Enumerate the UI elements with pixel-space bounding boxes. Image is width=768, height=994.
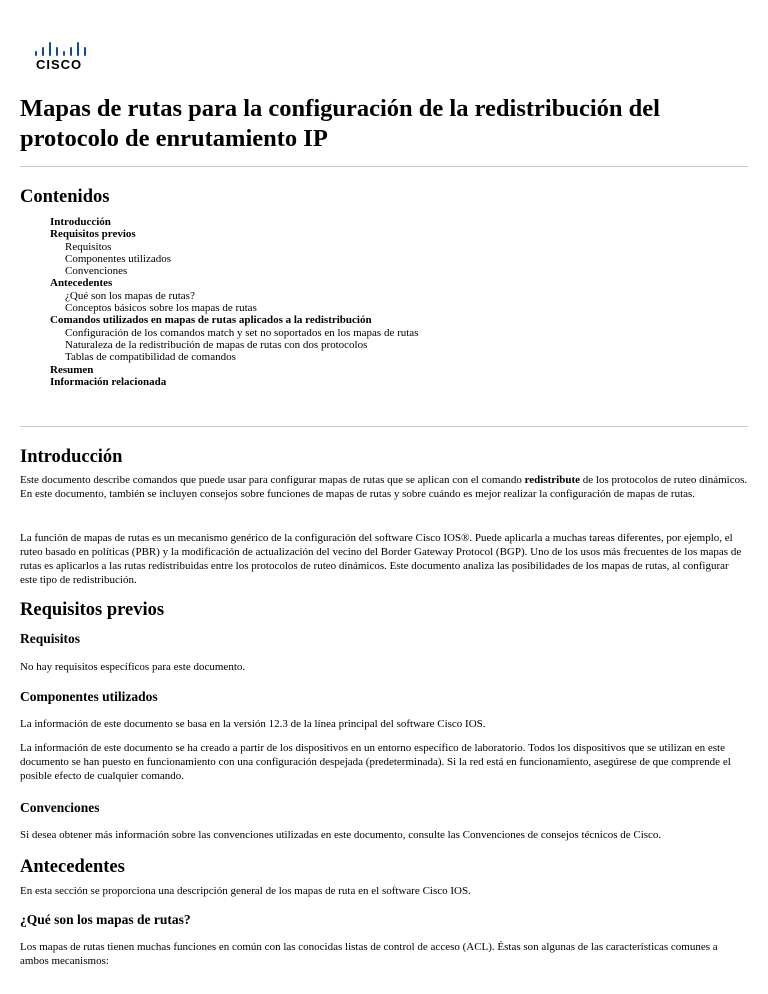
- toc-link[interactable]: Información relacionada: [50, 375, 167, 388]
- section-heading-requisitos-previos: Requisitos previos: [20, 600, 165, 620]
- subsection-heading-convenciones: Convenciones: [20, 800, 100, 815]
- toc-link[interactable]: Componentes utilizados: [65, 252, 172, 265]
- cisco-bridge-icon: [35, 42, 87, 56]
- intro-paragraph-2: La función de mapas de rutas es un mecanismo genérico de la configuración del software Cisco IOS®. Puede aplicarla a muchas tareas diferentes, por ejemplo, el ruteo basado en políticas (PBR) y la modificación de actualización del vecino del Border Gateway Protocol (BGP). Uno de los usos más frecuentes de los mapas de rutas es aplicarlos a las rutas redistribuidas entre los protocolos de ruteo dinámicos. Este documento analiza las posibilidades de los mapas de rutas, al configurar este tipo de redistribución.: [20, 532, 742, 586]
- subsection-heading-requisitos: Requisitos: [20, 631, 81, 646]
- toc-link[interactable]: Resumen: [50, 363, 94, 376]
- divider: [20, 166, 748, 167]
- toc-heading: Contenidos: [20, 187, 110, 207]
- toc-link[interactable]: Convenciones: [65, 265, 128, 278]
- page-title: Mapas de rutas para la configuración de la redistribución del protocolo de enrutamiento IP: [20, 95, 660, 152]
- cisco-logo: [35, 42, 87, 72]
- intro-paragraph-1: Este documento describe comandos que puede usar para configurar mapas de rutas que se aplican con el comando redistribute de los protocolos de ruteo dinámicos. En este documento, también se incluyen consejos sobre funciones de mapas de rutas y sobre cuándo es mejor realizar la configuración de mapas de rutas.: [20, 474, 748, 500]
- que-son-text: Los mapas de rutas tienen muchas funciones en común con las conocidas listas de control de acceso (ACL). Éstas son algunas de las características comunes a ambos mecanismos:: [20, 941, 718, 967]
- toc-link[interactable]: Conceptos básicos sobre los mapas de rutas: [65, 302, 257, 315]
- divider: [20, 426, 748, 427]
- antecedentes-text: En esta sección se proporciona una descripción general de los mapas de ruta en el software Cisco IOS.: [20, 885, 471, 897]
- convenciones-text: Si desea obtener más información sobre las convenciones utilizadas en este documento, consulte las Convenciones de consejos técnicos de Cisco.: [20, 829, 662, 841]
- componentes-paragraph-1: La información de este documento se basa en la versión 12.3 de la línea principal del software Cisco IOS.: [20, 718, 486, 730]
- requisitos-text: No hay requisitos específicos para este documento.: [20, 661, 246, 673]
- toc-link[interactable]: ¿Qué son los mapas de rutas?: [65, 289, 195, 302]
- subsection-heading-que-son: ¿Qué son los mapas de rutas?: [20, 912, 191, 927]
- toc-link[interactable]: Requisitos: [65, 240, 112, 253]
- subsection-heading-componentes: Componentes utilizados: [20, 689, 158, 704]
- section-heading-introduccion: Introducción: [20, 447, 123, 467]
- section-heading-antecedentes: Antecedentes: [20, 857, 125, 877]
- toc-link[interactable]: Introducción: [50, 216, 111, 228]
- componentes-paragraph-2: La información de este documento se ha creado a partir de los dispositivos en un entorno específico de laboratorio. Todos los dispositivos que se utilizan en este documento se han puesto en funcionamiento con una configuración despejada (predeterminada). Si la red está en funcionamiento, asegúrese de que comprende el posible efecto de cualquier comando.: [20, 742, 731, 782]
- cisco-logo-text: CISCO: [36, 57, 83, 72]
- toc-link[interactable]: Comandos utilizados en mapas de rutas aplicados a la redistribución: [50, 314, 372, 327]
- toc-link[interactable]: Requisitos previos: [50, 228, 136, 241]
- toc-link[interactable]: Configuración de los comandos match y set no soportados en los mapas de rutas: [65, 326, 419, 339]
- toc-link[interactable]: Antecedentes: [50, 277, 113, 290]
- table-of-contents: [50, 216, 418, 388]
- toc-link[interactable]: Tablas de compatibilidad de comandos: [65, 351, 236, 364]
- redistribute-command: redistribute: [524, 474, 580, 486]
- toc-link[interactable]: Naturaleza de la redistribución de mapas de rutas con dos protocolos: [65, 338, 368, 351]
